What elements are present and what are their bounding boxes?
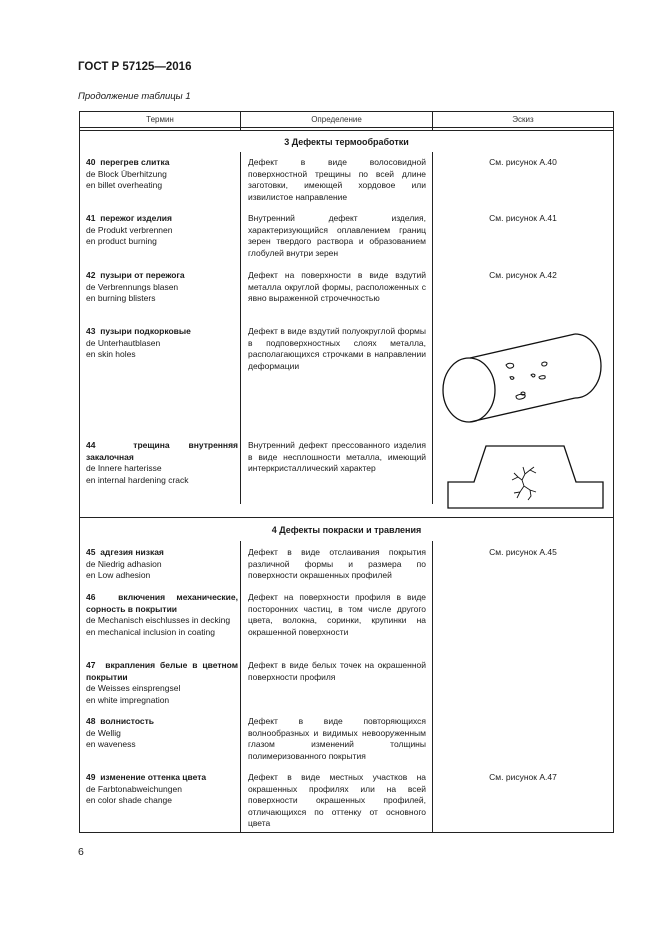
term-german: de Produkt verbrennen xyxy=(86,224,173,235)
term-english: en white impregnation xyxy=(86,694,170,705)
term-english: en burning blisters xyxy=(86,293,156,303)
term-number: 42 xyxy=(86,270,96,280)
term-cell xyxy=(86,213,238,248)
definition-cell: Дефект в виде отслаивания покрытия различной формы и размера по поверхности окрашенных профилей xyxy=(248,547,426,580)
definition-cell: Дефект в виде волосовидной поверхностной трещины по всей длине заготовки, имеющей хордовое или извилистое направление xyxy=(248,157,426,202)
term-cell xyxy=(86,660,238,706)
section-title: 4 Дефекты покраски и травления xyxy=(271,525,422,535)
term-german: de Weisses einsprengsel xyxy=(86,683,181,693)
term-cell xyxy=(86,270,238,305)
definition-cell: Дефект в виде повторяющихся волнообразных и видимых невооруженным глазом изменений толщины полимеризованного покрытия xyxy=(248,716,426,761)
definition-cell: Внутренний дефект прессованного изделия в виде несплошности металла, имеющий интеркристаллический характер xyxy=(248,440,426,473)
column-divider xyxy=(240,152,241,504)
term-number: 44 xyxy=(86,440,96,450)
term-german: de Mechanisch eischlusses in decking xyxy=(86,615,231,625)
definition-cell: Дефект на поверхности профиля в виде посторонних частиц, в том числе другого цвета, волокна, соринки, крупинки на окрашенной поверхности xyxy=(248,592,426,637)
term-english: en product burning xyxy=(86,236,157,246)
term-russian: изменение оттенка цвета xyxy=(100,772,207,782)
section-rule xyxy=(79,517,614,518)
term-german: de Farbtonabweichungen xyxy=(86,783,182,794)
term-english: en billet overheating xyxy=(86,180,163,190)
cylinder-skin-holes-sketch xyxy=(440,330,610,430)
term-cell xyxy=(86,716,238,751)
page-number: 6 xyxy=(78,846,84,858)
sketch-reference: См. рисунок А.40 xyxy=(489,157,557,167)
term-number: 47 xyxy=(86,660,96,670)
column-divider xyxy=(432,541,433,833)
term-russian: пузыри от пережога xyxy=(100,270,185,280)
column-divider xyxy=(240,541,241,833)
term-russian: трещина внутренняя закалочная xyxy=(86,440,238,462)
term-russian: перегрев слитка xyxy=(100,157,170,167)
term-russian: включения механические, сорность в покрытии xyxy=(86,592,238,614)
definition-cell: Дефект в виде вздутий полуокруглой формы в подповерхностных слоях металла, располагающихся строчками в направлении деформации xyxy=(248,326,426,371)
term-cell xyxy=(86,772,238,807)
column-header-definition: Определение xyxy=(311,115,362,124)
definition-cell: Дефект в виде белых точек на окрашенной поверхности профиля xyxy=(248,660,426,682)
term-number: 45 xyxy=(86,547,96,557)
definition-cell: Дефект на поверхности в виде вздутий металла округлой формы, расположенных с явно выраженной строчечностью xyxy=(248,270,426,303)
term-german: de Innere harterisse xyxy=(86,463,162,473)
term-russian: волнистость xyxy=(100,716,155,726)
term-russian: пережог изделия xyxy=(100,213,172,223)
term-english: en internal hardening crack xyxy=(86,474,189,485)
internal-crack-profile-sketch xyxy=(446,440,606,510)
table-caption: Продолжение таблицы 1 xyxy=(78,91,191,102)
term-english: en mechanical inclusion in coating xyxy=(86,626,215,637)
term-cell xyxy=(86,440,238,486)
term-number: 40 xyxy=(86,157,96,167)
term-german: de Block Überhitzung xyxy=(86,168,167,179)
term-english: en Low adhesion xyxy=(86,570,151,580)
term-number: 43 xyxy=(86,326,96,336)
term-number: 41 xyxy=(86,213,96,223)
term-cell xyxy=(86,326,238,361)
sketch-reference: См. рисунок А.47 xyxy=(489,772,557,782)
term-german: de Verbrennungs blasen xyxy=(86,281,179,292)
definition-cell: Внутренний дефект изделия, характеризующийся оплавлением границ зерен твердого раствора и образованием глобулей внутри зерен xyxy=(248,213,426,258)
term-cell xyxy=(86,592,238,638)
term-number: 48 xyxy=(86,716,96,726)
term-russian: вкрапления белые в цветном покрытии xyxy=(86,660,238,682)
term-number: 46 xyxy=(86,592,96,602)
header-rule xyxy=(79,127,614,128)
term-german: de Niedrig adhasion xyxy=(86,558,162,569)
sketch-reference: См. рисунок А.41 xyxy=(489,213,557,223)
term-russian: пузыри подкорковые xyxy=(100,326,191,336)
term-cell xyxy=(86,157,238,192)
term-russian: адгезия низкая xyxy=(100,547,164,557)
term-cell xyxy=(86,547,238,582)
column-header-term: Термин xyxy=(146,115,174,124)
term-english: en skin holes xyxy=(86,349,136,359)
term-german: de Unterhautblasen xyxy=(86,337,161,348)
term-number: 49 xyxy=(86,772,96,782)
column-divider xyxy=(432,152,433,504)
header-rule xyxy=(79,130,614,131)
column-header-sketch: Эскиз xyxy=(512,115,534,124)
section-title: 3 Дефекты термообработки xyxy=(284,137,409,147)
definition-cell: Дефект в виде местных участков на окрашенных профилях или на всей поверхности окрашенных профилей, отличающихся по оттенку от основного цвета xyxy=(248,772,426,828)
sketch-reference: См. рисунок А.42 xyxy=(489,270,557,280)
term-english: en color shade change xyxy=(86,795,173,805)
term-english: en waveness xyxy=(86,739,136,749)
sketch-reference: См. рисунок А.45 xyxy=(489,547,557,557)
term-german: de Wellig xyxy=(86,727,121,738)
document-code: ГОСТ Р 57125—2016 xyxy=(78,61,192,73)
